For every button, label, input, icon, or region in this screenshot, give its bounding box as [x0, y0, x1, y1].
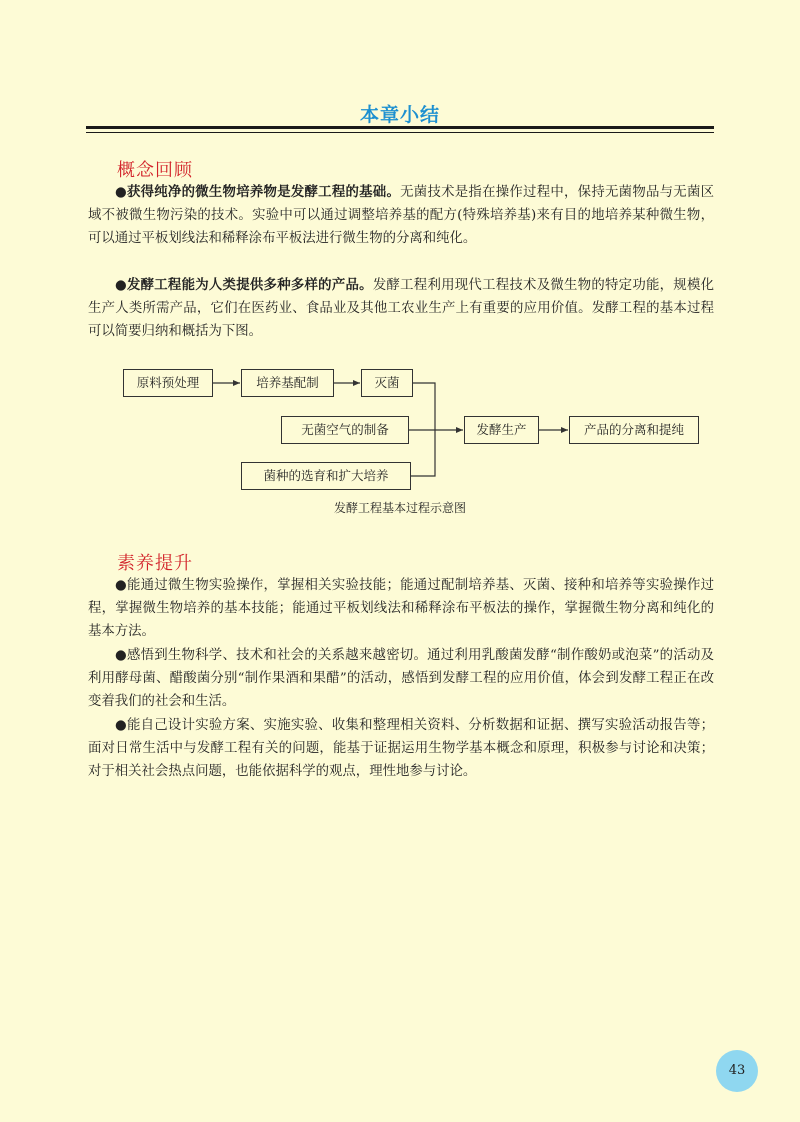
concept-paragraph-1: [88, 181, 714, 251]
node-raw-pretreatment: 原料预处理: [123, 369, 213, 397]
literacy-paragraph-3: ●能自己设计实验方案、实施实验、收集和整理相关资料、分析数据和证据、撰写实验活动报告等；面对日常生活中与发酵工程有关的问题，能基于证据运用生物学基本概念和原理，积极参与讨论和决策；对于相关社会热点问题，也能依据科学的观点，理性地参与讨论。: [88, 718, 714, 780]
connector-sterilization-right: [411, 383, 435, 476]
literacy-paragraph-2: ●感悟到生物科学、技术和社会的关系越来越密切。通过利用乳酸菌发酵“制作酸奶或泡菜”的活动及利用酵母菌、醋酸菌分别“制作果酒和果醋”的活动，感悟到发酵工程的应用价值，体会到发酵工程正在改变着我们的社会和生活。: [88, 648, 714, 710]
node-sterilization: 灭菌: [361, 369, 413, 397]
node-fermentation: 发酵生产: [464, 416, 539, 444]
title-rule-thin: [86, 132, 714, 133]
node-strain-selection: 菌种的选育和扩大培养: [241, 462, 411, 490]
title-rule-thick: [86, 126, 714, 129]
concept-paragraph-1-lead: ●获得纯净的微生物培养物是发酵工程的基础。: [115, 185, 401, 200]
node-sterile-air: 无菌空气的制备: [281, 416, 409, 444]
diagram-caption: 发酵工程基本过程示意图: [333, 501, 466, 515]
chapter-summary-title: 本章小结: [359, 104, 440, 126]
concept-paragraph-2: [88, 274, 714, 344]
concept-paragraph-2-body: 发酵工程利用现代工程技术及微生物的特定功能，规模化生产人类所需产品，它们在医药业、食品业及其他工农业生产上有重要的应用价值。发酵工程的基本过程可以简要归纳和概括为下图。: [88, 278, 715, 340]
concept-paragraph-1-body: 无菌技术是指在操作过程中，保持无菌物品与无菌区域不被微生物污染的技术。实验中可以通过调整培养基的配方(特殊培养基)来有目的地培养某种微生物，可以通过平板划线法和稀释涂布平板法进行微生物的分离和纯化。: [88, 185, 714, 247]
section-heading-concept-review: 概念回顾: [117, 160, 193, 181]
literacy-paragraph-1: ●能通过微生物实验操作，掌握相关实验技能；能通过配制培养基、灭菌、接种和培养等实验操作过程，掌握微生物培养的基本技能；能通过平板划线法和稀释涂布平板法的操作，掌握微生物分离和纯化的基本方法。: [88, 578, 714, 640]
node-medium-preparation: 培养基配制: [241, 369, 334, 397]
node-product-purification: 产品的分离和提纯: [569, 416, 699, 444]
concept-paragraph-2-lead: ●发酵工程能为人类提供多种多样的产品。: [115, 278, 373, 293]
section-heading-literacy: 素养提升: [117, 553, 193, 574]
page-number-badge: 43: [716, 1050, 758, 1092]
